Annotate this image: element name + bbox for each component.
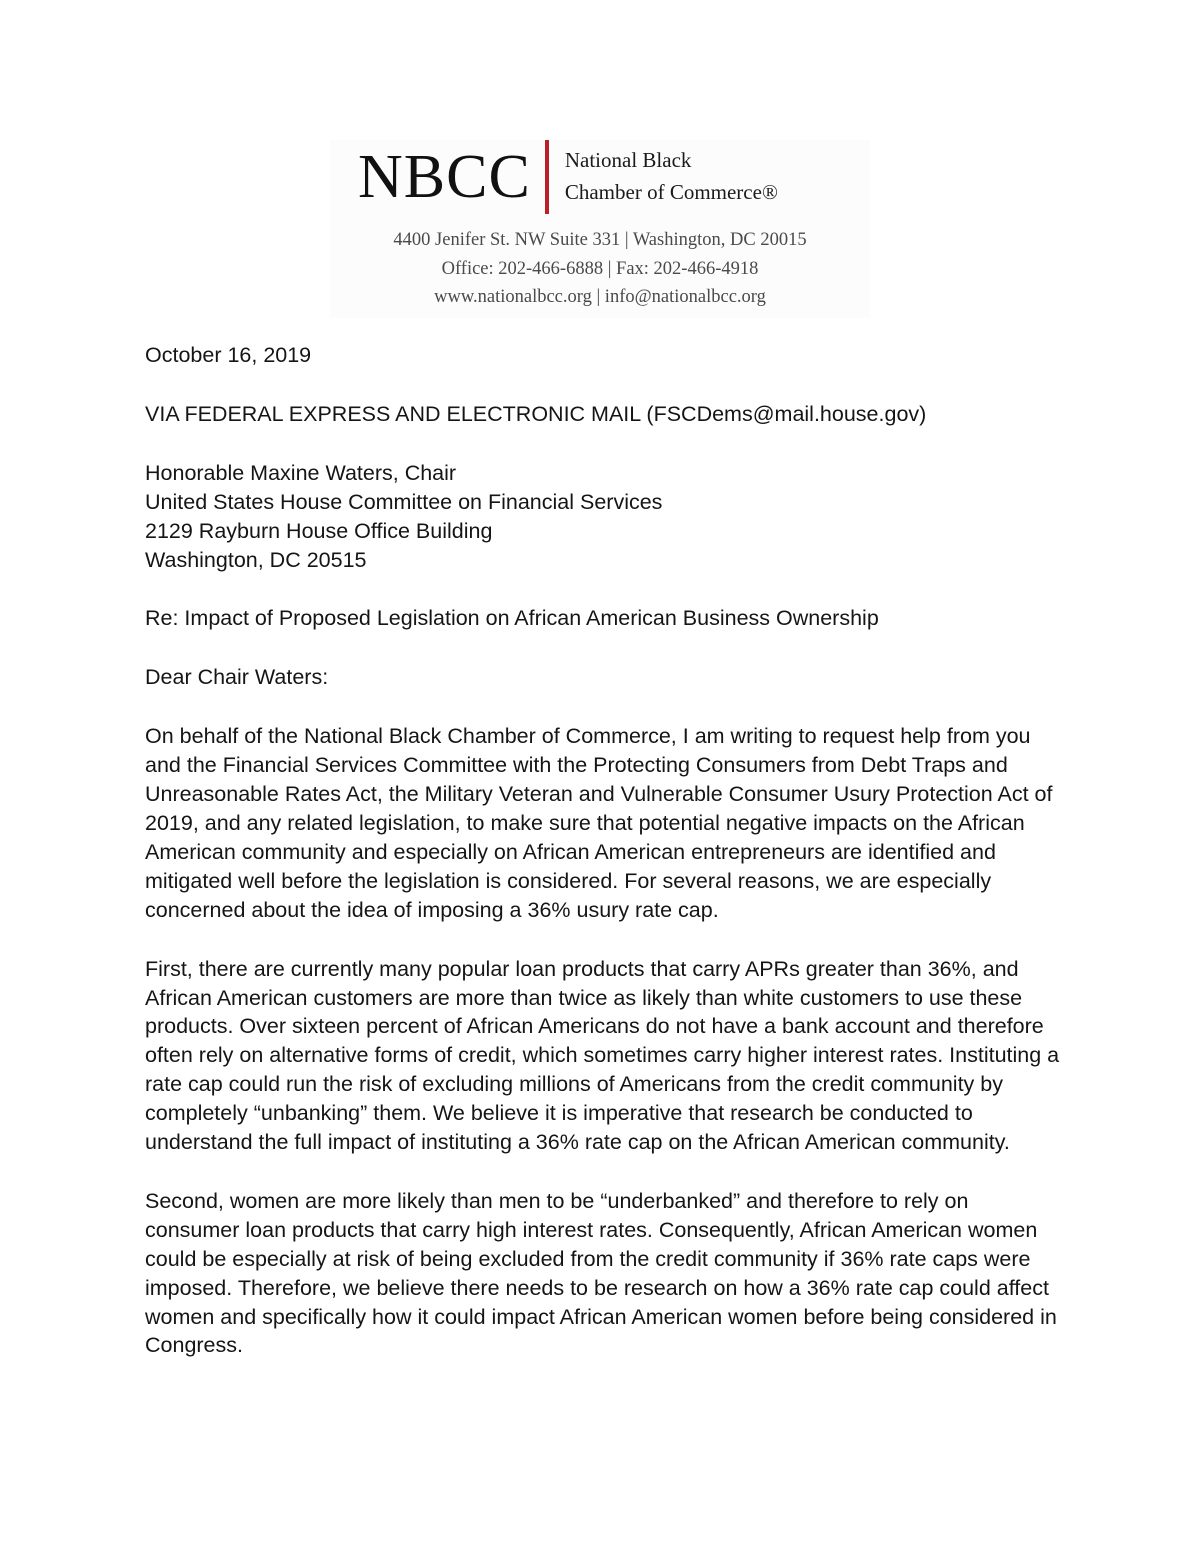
salutation: Dear Chair Waters:	[145, 665, 329, 690]
body-paragraph-2: First, there are currently many popular loan products that carry APRs greater than 36%, and African American customers are more than twice as likely than white customers to use these products. Over sixteen percent of African Americans do not have a bank account and therefore often rely on alternative forms of credit, which sometimes carry higher interest rates. Instituting a rate cap could run the risk of excluding millions of Americans from the credit community by completely “unbanking” them. We believe it is imperative that research be conducted to understand the full impact of instituting a 36% rate cap on the African American community.	[145, 956, 1060, 1155]
contact-phone-fax: Office: 202-466-6888 | Fax: 202-466-4918	[441, 258, 759, 279]
organization-name	[565, 145, 778, 209]
contact-address: 4400 Jenifer St. NW Suite 331 | Washington, DC 20015	[393, 230, 807, 250]
letter-date: October 16, 2019	[145, 343, 312, 367]
recipient-city-state-zip: Washington, DC 20515	[145, 547, 367, 572]
delivery-method-line: VIA FEDERAL EXPRESS AND ELECTRONIC MAIL (FSCDems@mail.house.gov)	[145, 401, 927, 426]
subject-line: Re: Impact of Proposed Legislation on African American Business Ownership	[145, 606, 879, 631]
contact-web-email: www.nationalbcc.org | info@nationalbcc.org	[434, 287, 766, 308]
logo-divider-rule	[545, 140, 549, 214]
letterhead	[330, 140, 870, 318]
body-paragraph-1: On behalf of the National Black Chamber of Commerce, I am writing to request help from you and the Financial Services Committee with the Protecting Consumers from Debt Traps and Unreasonable Rates Act, the Military Veteran and Vulnerable Consumer Usury Protection Act of 2019, and any related legislation, to make sure that potential negative impacts on the African American community and especially on African American entrepreneurs are identified and mitigated well before the legislation is considered. For several reasons, we are especially concerned about the idea of imposing a 36% usury rate cap.	[145, 724, 1053, 922]
logo-lockup	[330, 140, 870, 214]
letter-body	[145, 341, 1065, 1360]
organization-name-line-2: Chamber of Commerce®	[564, 180, 778, 204]
recipient-organization: United States House Committee on Financial Services	[145, 489, 663, 514]
nbcc-wordmark-logo: NBCC	[358, 143, 531, 211]
recipient-name: Honorable Maxine Waters, Chair	[145, 460, 457, 485]
organization-name-line-1: National Black	[564, 148, 692, 173]
recipient-street: 2129 Rayburn House Office Building	[145, 518, 493, 543]
recipient-address-block	[145, 459, 1065, 575]
body-paragraph-3: Second, women are more likely than men to be “underbanked” and therefore to rely on consumer loan products that carry high interest rates. Consequently, African American women could be especially at risk of being excluded from the credit community if 36% rate caps were imposed. Therefore, we believe there needs to be research on how a 36% rate cap could affect women and specifically how it could impact African American women before being considered in Congress.	[145, 1188, 1057, 1358]
letterhead-contact-block	[330, 226, 870, 312]
